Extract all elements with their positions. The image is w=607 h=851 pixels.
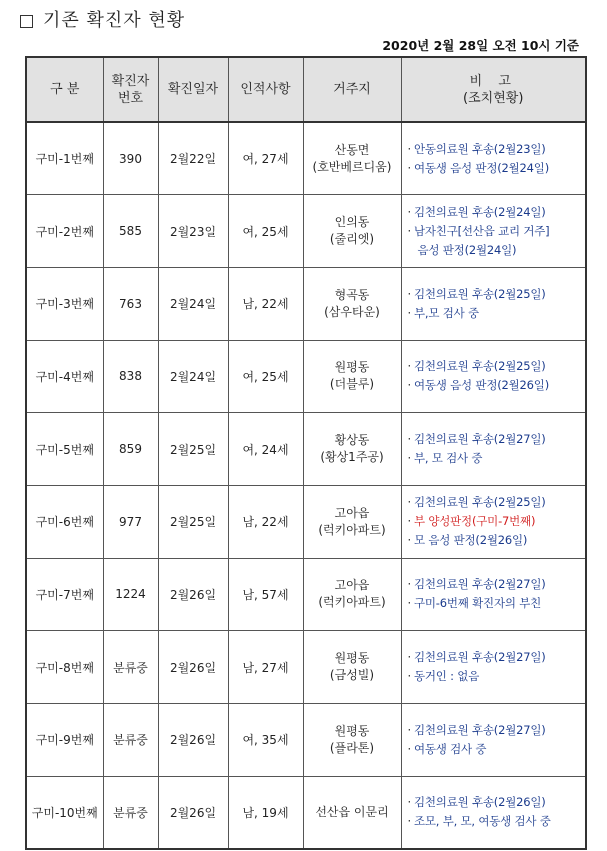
- bullet-icon: ·: [407, 160, 411, 175]
- residence-line: (럭키아파트): [318, 595, 386, 610]
- cell-category: 구미-1번째: [26, 122, 103, 195]
- remark-line: [408, 140, 586, 159]
- bullet-icon: ·: [407, 577, 411, 592]
- remark-text: 김천의료원 후송(2월27일): [413, 722, 546, 737]
- header-confirm-date: 확진일자: [158, 57, 228, 122]
- header-confirm-no: 확진자 번호: [103, 57, 158, 122]
- remark-line: [408, 159, 586, 178]
- cell-confirm-date: 2월22일: [158, 122, 228, 195]
- remark-text: 안동의료원 후송(2월23일): [413, 141, 546, 156]
- cell-confirm-date: 2월26일: [158, 558, 228, 631]
- cell-confirm-date: 2월25일: [158, 413, 228, 486]
- cell-remarks: [401, 122, 586, 195]
- cell-residence: [303, 485, 401, 558]
- cell-residence: [303, 122, 401, 195]
- cell-remarks: [401, 340, 586, 413]
- remark-text: 김천의료원 후송(2월24일): [413, 204, 546, 219]
- cell-residence: [303, 340, 401, 413]
- cell-category: 구미-7번째: [26, 558, 103, 631]
- remark-line: [408, 793, 586, 812]
- remark-text: 부,모 검사 중: [413, 305, 479, 320]
- remark-text: 여동생 음성 판정(2월26일): [413, 378, 549, 393]
- cell-category: 구미-2번째: [26, 195, 103, 268]
- table-row: [26, 413, 586, 486]
- bullet-icon: ·: [407, 305, 411, 320]
- cell-confirm-number: 859: [103, 413, 158, 486]
- cell-personal: 남, 22세: [228, 267, 303, 340]
- cell-confirm-number: 분류중: [103, 776, 158, 849]
- remark-line: [408, 357, 586, 376]
- bullet-icon: ·: [407, 795, 411, 810]
- cell-confirm-number: 838: [103, 340, 158, 413]
- remark-line: [408, 376, 586, 395]
- cell-remarks: [401, 413, 586, 486]
- residence-line: 원평동: [334, 360, 370, 375]
- bullet-icon: ·: [407, 432, 411, 447]
- table-header-row: [26, 57, 586, 122]
- remark-text: 김천의료원 후송(2월25일): [413, 286, 546, 301]
- header-residence: 거주지: [303, 57, 401, 122]
- remark-text: 음성 판정(2월24일): [417, 242, 517, 257]
- bullet-icon: ·: [407, 650, 411, 665]
- cell-confirm-date: 2월24일: [158, 267, 228, 340]
- header-personal: 인적사항: [228, 57, 303, 122]
- cell-personal: 남, 57세: [228, 558, 303, 631]
- cell-confirm-number: 585: [103, 195, 158, 268]
- remark-text: 김천의료원 후송(2월27일): [413, 577, 546, 592]
- cell-category: 구미-3번째: [26, 267, 103, 340]
- remark-line: [408, 285, 586, 304]
- table-row: [26, 195, 586, 268]
- bullet-icon: ·: [407, 286, 411, 301]
- bullet-icon: ·: [407, 141, 411, 156]
- remark-text: 여동생 검사 중: [413, 741, 487, 756]
- residence-line: 황상동: [334, 433, 370, 448]
- table-row: [26, 776, 586, 849]
- bullet-icon: ·: [407, 514, 411, 529]
- cell-personal: 여, 25세: [228, 195, 303, 268]
- cell-confirm-number: 977: [103, 485, 158, 558]
- remark-text: 김천의료원 후송(2월27일): [413, 432, 546, 447]
- residence-line: 고아읍: [334, 505, 370, 520]
- residence-line: 고아읍: [334, 578, 370, 593]
- remark-line: [408, 203, 586, 222]
- cell-personal: 여, 27세: [228, 122, 303, 195]
- cell-confirm-number: 분류중: [103, 631, 158, 704]
- bullet-icon: ·: [407, 204, 411, 219]
- table-row: [26, 122, 586, 195]
- residence-line: (럭키아파트): [318, 522, 386, 537]
- cell-personal: 여, 35세: [228, 704, 303, 777]
- remark-text: 김천의료원 후송(2월25일): [413, 359, 546, 374]
- residence-line: 선산읍 이문리: [315, 804, 389, 819]
- remark-line: [408, 304, 586, 323]
- table-row: [26, 558, 586, 631]
- bullet-icon: ·: [407, 669, 411, 684]
- cell-category: 구미-8번째: [26, 631, 103, 704]
- remark-line: [408, 449, 586, 468]
- remark-text: 여동생 음성 판정(2월24일): [413, 160, 549, 175]
- remark-line: [408, 430, 586, 449]
- remark-line: [408, 222, 586, 241]
- remark-text: 동거인 : 없음: [413, 669, 480, 684]
- remark-line: [408, 812, 586, 831]
- bullet-icon: ·: [407, 359, 411, 374]
- cell-confirm-number: 분류중: [103, 704, 158, 777]
- cell-remarks: [401, 704, 586, 777]
- residence-line: 원평동: [334, 723, 370, 738]
- residence-line: (플라톤): [329, 740, 375, 755]
- confirmed-cases-table: [25, 56, 587, 850]
- remark-line: [408, 594, 586, 613]
- cell-personal: 남, 19세: [228, 776, 303, 849]
- bullet-icon: ·: [407, 533, 411, 548]
- remark-line: [408, 241, 586, 260]
- remark-text: 모 음성 판정(2월26일): [413, 533, 528, 548]
- remark-text: 김천의료원 후송(2월27일): [413, 650, 546, 665]
- cell-confirm-date: 2월26일: [158, 631, 228, 704]
- cell-remarks: [401, 195, 586, 268]
- cell-personal: 여, 24세: [228, 413, 303, 486]
- remark-line: [408, 575, 586, 594]
- cell-category: 구미-10번째: [26, 776, 103, 849]
- bullet-icon: ·: [407, 596, 411, 611]
- remark-line: [408, 667, 586, 686]
- cell-residence: [303, 195, 401, 268]
- residence-line: (황상1주공): [320, 450, 384, 465]
- bullet-icon: ·: [407, 741, 411, 756]
- cell-residence: [303, 558, 401, 631]
- residence-line: 형곡동: [334, 287, 370, 302]
- page-title: [20, 8, 185, 34]
- cell-remarks: [401, 631, 586, 704]
- bullet-icon: ·: [407, 378, 411, 393]
- bullet-icon: ·: [407, 451, 411, 466]
- header-remarks: 비 고 (조치현황): [401, 57, 586, 122]
- bullet-icon: ·: [407, 814, 411, 829]
- residence-line: (줄리엣): [329, 232, 375, 247]
- remark-line: [408, 493, 586, 512]
- remark-line: [408, 531, 586, 550]
- table-row: [26, 485, 586, 558]
- table-row: [26, 704, 586, 777]
- cell-residence: [303, 776, 401, 849]
- checkbox-square-icon: [20, 15, 33, 28]
- remark-text: 남자친구[선산읍 교리 거주]: [413, 223, 550, 238]
- page-title-text: 기존 확진자 현황: [43, 10, 186, 31]
- remark-text: 부, 모 검사 중: [413, 451, 483, 466]
- cell-confirm-number: 1224: [103, 558, 158, 631]
- bullet-icon: ·: [407, 223, 411, 238]
- cell-remarks: [401, 558, 586, 631]
- cell-remarks: [401, 267, 586, 340]
- cell-confirm-date: 2월26일: [158, 704, 228, 777]
- remark-text: 조모, 부, 모, 여동생 검사 중: [413, 814, 551, 829]
- cell-remarks: [401, 776, 586, 849]
- table-row: [26, 267, 586, 340]
- cell-confirm-date: 2월23일: [158, 195, 228, 268]
- cell-personal: 여, 25세: [228, 340, 303, 413]
- cell-remarks: [401, 485, 586, 558]
- reference-datetime: 2020년 2월 28일 오전 10시 기준: [382, 38, 579, 53]
- residence-line: (호반베르디움): [312, 159, 392, 174]
- remark-line: [408, 721, 586, 740]
- header-category: 구 분: [26, 57, 103, 122]
- cell-residence: [303, 631, 401, 704]
- remark-line: [408, 512, 586, 531]
- cell-residence: [303, 267, 401, 340]
- bullet-icon: ·: [407, 495, 411, 510]
- cell-confirm-date: 2월24일: [158, 340, 228, 413]
- cell-category: 구미-9번째: [26, 704, 103, 777]
- remark-text: 김천의료원 후송(2월26일): [413, 795, 546, 810]
- remark-text: 구미-6번째 확진자의 부친: [413, 596, 542, 611]
- residence-line: (금성빌): [329, 668, 375, 683]
- bullet-icon: ·: [407, 722, 411, 737]
- cell-category: 구미-4번째: [26, 340, 103, 413]
- cell-confirm-date: 2월25일: [158, 485, 228, 558]
- table-body: [26, 122, 586, 849]
- residence-line: (삼우타운): [324, 304, 380, 319]
- cell-category: 구미-6번째: [26, 485, 103, 558]
- cell-category: 구미-5번째: [26, 413, 103, 486]
- cell-residence: [303, 704, 401, 777]
- residence-line: 인의동: [334, 215, 370, 230]
- remark-line: [408, 648, 586, 667]
- table-row: [26, 631, 586, 704]
- residence-line: 산동면: [334, 142, 370, 157]
- remark-text: 부 양성판정(구미-7번째): [413, 514, 536, 529]
- cell-personal: 남, 27세: [228, 631, 303, 704]
- cell-confirm-number: 390: [103, 122, 158, 195]
- remark-text: 김천의료원 후송(2월25일): [413, 495, 546, 510]
- remark-line: [408, 740, 586, 759]
- table-row: [26, 340, 586, 413]
- cell-personal: 남, 22세: [228, 485, 303, 558]
- cell-confirm-date: 2월26일: [158, 776, 228, 849]
- residence-line: 원평동: [334, 651, 370, 666]
- cell-residence: [303, 413, 401, 486]
- residence-line: (더블루): [329, 377, 375, 392]
- cell-confirm-number: 763: [103, 267, 158, 340]
